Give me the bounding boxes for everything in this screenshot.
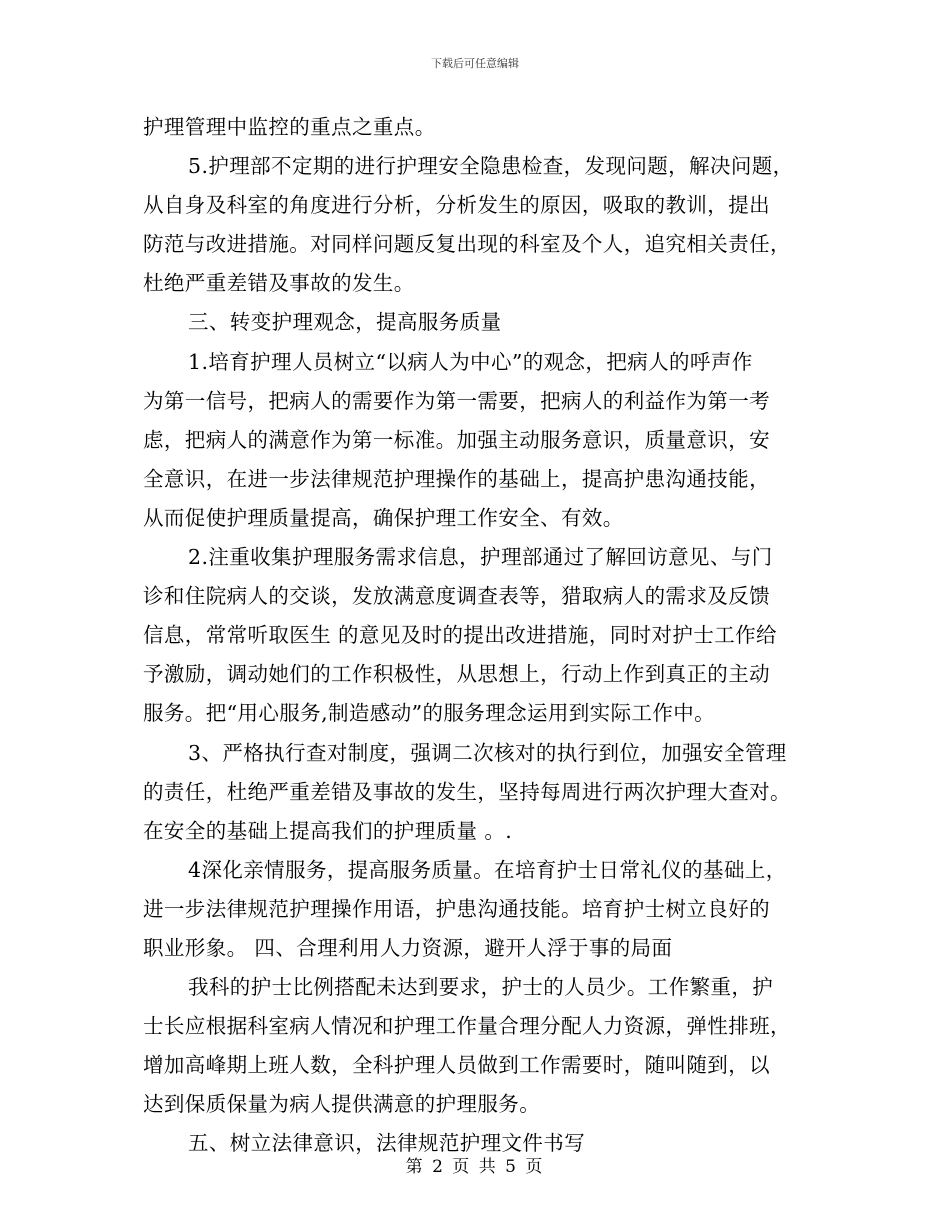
text-line: 三、转变护理观念，提高服务质量 <box>188 310 502 335</box>
text-line: 信息，常常听取医生 的意见及时的提出改进措施，同时对护士工作给 <box>143 623 777 648</box>
text-line: 我科的护士比例搭配未达到要求，护士的人员少。工作繁重，护 <box>188 975 774 1000</box>
page-header-note: 下载后可任意编辑 <box>431 57 519 70</box>
text-line: 4深化亲情服务，提高服务质量。在培育护士日常礼仪的基础上， <box>188 857 787 882</box>
text-line: 的责任，杜绝严重差错及事故的发生，坚持每周进行两次护理大查对。 <box>143 779 791 804</box>
text-line: 职业形象。 四、合理利用人力资源，避开人浮于事的局面 <box>143 935 673 960</box>
text-line: 增加高峰期上班人数，全科护理人员做到工作需要时，随叫随到，以 <box>143 1053 770 1078</box>
text-line: 诊和住院病人的交谈，发放满意度调查表等，猎取病人的需求及反馈 <box>143 584 770 609</box>
page-number-footer: 第 2 页 共 5 页 <box>405 1157 545 1177</box>
text-line: 全意识，在进一步法律规范护理操作的基础上，提高护患沟通技能， <box>143 466 770 491</box>
text-line: 5.护理部不定期的进行护理安全隐患检查，发现问题，解决问题， <box>188 154 794 179</box>
text-line: 护理管理中监控的重点之重点。 <box>143 115 436 139</box>
text-line: 服务。把“用心服务,制造感动”的服务理念运用到实际工作中。 <box>143 701 716 726</box>
text-line: 达到保质保量为病人提供满意的护理服务。 <box>143 1092 541 1117</box>
text-line: 虑，把病人的满意作为第一标准。加强主动服务意识，质量意识，安 <box>143 427 770 452</box>
text-line: 在安全的基础上提高我们的护理质量 。. <box>143 818 513 843</box>
document-body <box>143 108 823 1164</box>
text-line: 2.注重收集护理服务需求信息，护理部通过了解回访意见、与门 <box>188 545 773 570</box>
text-line: 3、严格执行查对制度，强调二次核对的执行到位，加强安全管理 <box>188 740 787 765</box>
text-line: 1.培育护理人员树立“以病人为中心”的观念，把病人的呼声作 <box>188 349 753 374</box>
text-line: 五、树立法律意识，法律规范护理文件书写 <box>188 1131 586 1156</box>
text-line: 从自身及科室的角度进行分析，分析发生的原因，吸取的教训，提出 <box>143 193 770 218</box>
text-line: 从而促使护理质量提高，确保护理工作安全、有效。 <box>143 505 624 530</box>
text-line: 杜绝严重差错及事故的发生。 <box>143 271 415 296</box>
text-line: 为第一信号，把病人的需要作为第一需要，把病人的利益作为第一考 <box>143 388 770 413</box>
text-line: 进一步法律规范护理操作用语，护患沟通技能。培育护士树立良好的 <box>143 896 770 921</box>
text-line: 予激励，调动她们的工作积极性，从思想上，行动上作到真正的主动 <box>143 662 770 687</box>
text-line: 防范与改进措施。对同样问题反复出现的科室及个人，追究相关责任， <box>143 232 791 257</box>
text-line: 士长应根据科室病人情况和护理工作量合理分配人力资源，弹性排班， <box>143 1014 791 1039</box>
